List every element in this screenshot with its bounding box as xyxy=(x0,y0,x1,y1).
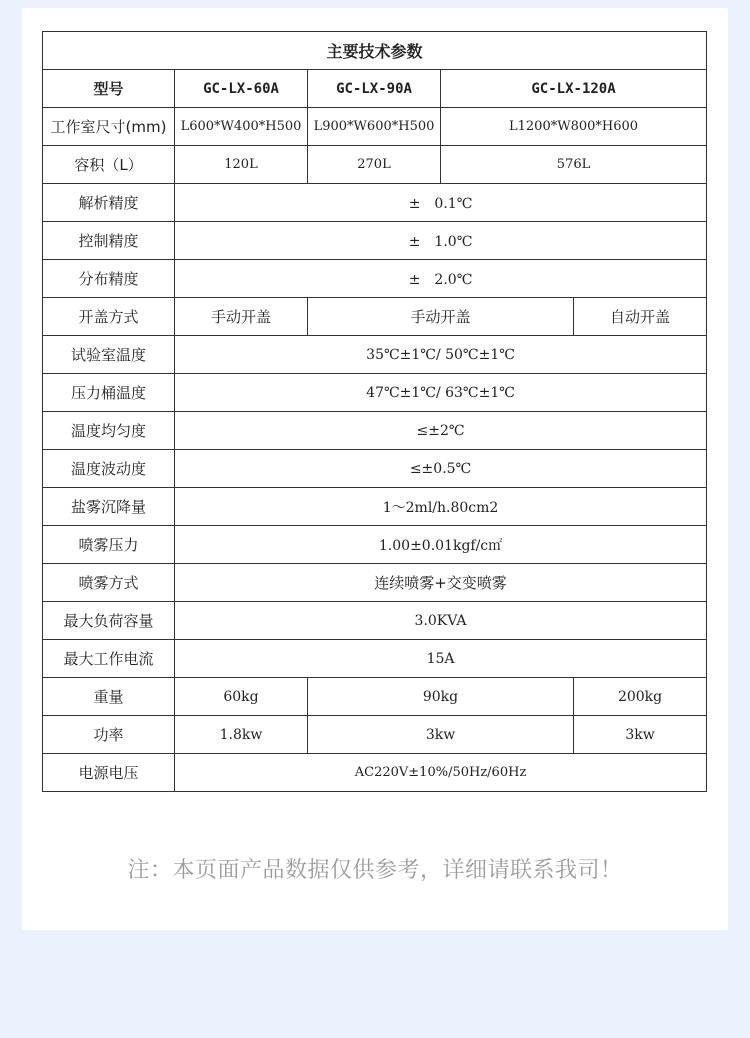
table-row-weight xyxy=(43,678,707,716)
model-row xyxy=(43,70,707,108)
table-row-uniformity xyxy=(43,412,707,450)
row-label: 解析精度 xyxy=(43,184,175,222)
table-row-settling xyxy=(43,488,707,526)
table-row-chamber-size xyxy=(43,108,707,146)
row-label: 压力桶温度 xyxy=(43,374,175,412)
cell-value: ± 1.0℃ xyxy=(175,222,707,260)
cell-value: 连续喷雾+交变喷雾 xyxy=(175,564,707,602)
model-120a: GC-LX-120A xyxy=(441,70,707,108)
cell-value: ± 0.1℃ xyxy=(175,184,707,222)
cell-value: ≤±0.5℃ xyxy=(175,450,707,488)
cell-value: 自动开盖 xyxy=(574,298,707,336)
cell-value: 3.0KVA xyxy=(175,602,707,640)
table-row-fluctuation xyxy=(43,450,707,488)
cell-value: L600*W400*H500 xyxy=(175,108,308,146)
table-row-power xyxy=(43,716,707,754)
cell-value: 3kw xyxy=(308,716,574,754)
cell-value: 200kg xyxy=(574,678,707,716)
row-label: 电源电压 xyxy=(43,754,175,792)
cell-value: ± 2.0℃ xyxy=(175,260,707,298)
cell-value: 1～2ml/h.80cm2 xyxy=(175,488,707,526)
cell-value: L900*W600*H500 xyxy=(308,108,441,146)
table-row-resolution xyxy=(43,184,707,222)
row-label: 工作室尺寸(mm) xyxy=(43,108,175,146)
cell-value: L1200*W800*H600 xyxy=(441,108,707,146)
spec-card xyxy=(22,8,728,930)
cell-value: 1.00±0.01kgf/c㎡ xyxy=(175,526,707,564)
row-label: 重量 xyxy=(43,678,175,716)
row-label: 功率 xyxy=(43,716,175,754)
row-label: 温度均匀度 xyxy=(43,412,175,450)
row-label: 容积（L） xyxy=(43,146,175,184)
row-label: 试验室温度 xyxy=(43,336,175,374)
table-row-max-current xyxy=(43,640,707,678)
row-label: 开盖方式 xyxy=(43,298,175,336)
cell-value: 60kg xyxy=(175,678,308,716)
cell-value: 576L xyxy=(441,146,707,184)
row-label: 控制精度 xyxy=(43,222,175,260)
cell-value: 90kg xyxy=(308,678,574,716)
cell-value: 120L xyxy=(175,146,308,184)
cell-value: 手动开盖 xyxy=(175,298,308,336)
row-label: 喷雾方式 xyxy=(43,564,175,602)
cell-value: AC220V±10%/50Hz/60Hz xyxy=(175,754,707,792)
row-label: 最大负荷容量 xyxy=(43,602,175,640)
row-label: 盐雾沉降量 xyxy=(43,488,175,526)
cell-value: 手动开盖 xyxy=(308,298,574,336)
table-row-spray-mode xyxy=(43,564,707,602)
row-label: 分布精度 xyxy=(43,260,175,298)
table-row-lid xyxy=(43,298,707,336)
cell-value: 3kw xyxy=(574,716,707,754)
table-row-test-temp xyxy=(43,336,707,374)
table-row-distribution xyxy=(43,260,707,298)
table-row-spray-pressure xyxy=(43,526,707,564)
table-title-row xyxy=(43,32,707,70)
row-label: 最大工作电流 xyxy=(43,640,175,678)
table-row-barrel-temp xyxy=(43,374,707,412)
cell-value: 1.8kw xyxy=(175,716,308,754)
cell-value: ≤±2℃ xyxy=(175,412,707,450)
table-title: 主要技术参数 xyxy=(43,32,707,70)
table-row-control xyxy=(43,222,707,260)
spec-table xyxy=(42,31,707,792)
table-row-supply xyxy=(43,754,707,792)
row-label: 喷雾压力 xyxy=(43,526,175,564)
disclaimer-note: 注：本页面产品数据仅供参考，详细请联系我司！ xyxy=(127,858,623,883)
cell-value: 270L xyxy=(308,146,441,184)
table-row-max-load xyxy=(43,602,707,640)
row-label: 温度波动度 xyxy=(43,450,175,488)
cell-value: 47℃±1℃/ 63℃±1℃ xyxy=(175,374,707,412)
table-row-volume xyxy=(43,146,707,184)
model-label: 型号 xyxy=(43,70,175,108)
cell-value: 35℃±1℃/ 50℃±1℃ xyxy=(175,336,707,374)
cell-value: 15A xyxy=(175,640,707,678)
model-60a: GC-LX-60A xyxy=(175,70,308,108)
model-90a: GC-LX-90A xyxy=(308,70,441,108)
